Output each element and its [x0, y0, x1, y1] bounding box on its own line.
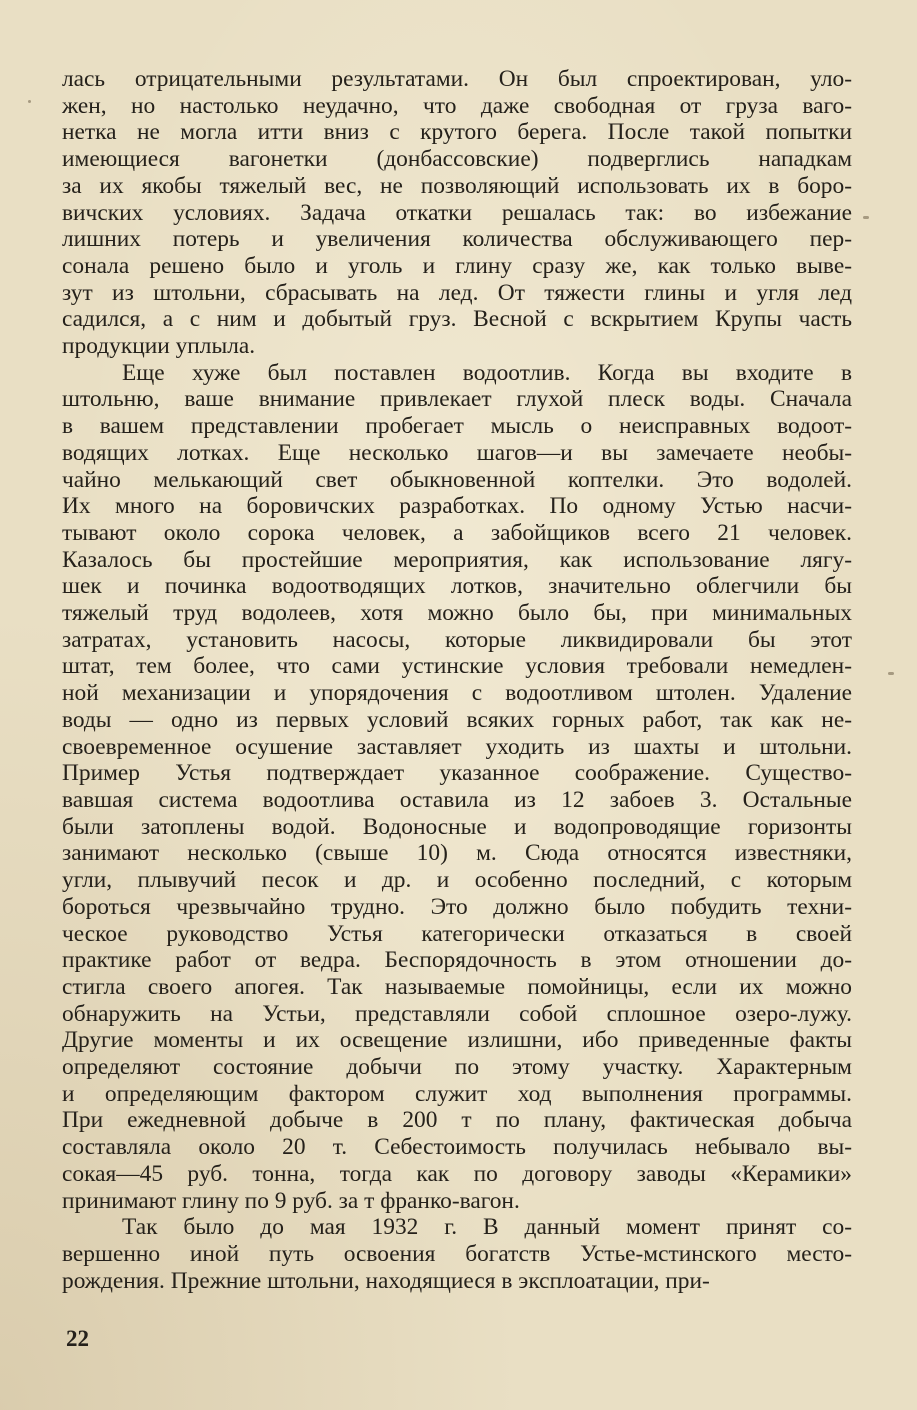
page-number: 22 [66, 1326, 89, 1351]
text-line: за их якобы тяжелый вес, не позволяющий использовать их в боро- [62, 172, 852, 199]
text-line: составляла около 20 т. Себестоимость получилась небывало вы- [62, 1134, 852, 1161]
text-line: штольню, ваше внимание привлекает глухой плеск воды. Сначала [62, 386, 852, 413]
text-line: Казалось бы простейшие мероприятия, как использование лягу- [62, 546, 852, 573]
text-line: жен, но настолько неудачно, что даже свободная от груза ваго- [62, 92, 852, 119]
text-line: лишних потерь и увеличения количества обслуживающего пер- [62, 226, 852, 253]
text-line: были затоплены водой. Водоносные и водопроводящие горизонты [62, 813, 852, 840]
text-line: и определяющим фактором служит ход выполнения программы. [62, 1080, 852, 1107]
scan-speck [28, 100, 31, 103]
text-line: Пример Устья подтверждает указанное соображение. Существо- [62, 760, 852, 787]
text-line: вавшая система водоотлива оставила из 12 забоев 3. Остальные [62, 786, 852, 813]
text-line: обнаружить на Устьи, представляли собой сплошное озеро-лужу. [62, 1000, 852, 1027]
scan-speck [863, 216, 869, 219]
text-line: Так было до мая 1932 г. В данный момент принят со- [122, 1214, 852, 1241]
text-line: угли, плывучий песок и др. и особенно последний, с которым [62, 867, 852, 894]
text-line: тывают около сорока человек, а забойщиков всего 21 человек. [62, 519, 852, 546]
text-line: рождения. Прежние штольни, находящиеся в эксплоатации, при- [62, 1267, 710, 1294]
text-line: продукции уплыла. [62, 333, 256, 360]
text-line: водящих лотках. Еще несколько шагов—и вы замечаете необы- [62, 439, 852, 466]
text-line: сокая—45 руб. тонна, тогда как по договору заводы «Керамики» [62, 1160, 852, 1187]
text-line: лась отрицательными результатами. Он был спроектирован, уло- [62, 66, 852, 92]
text-line: занимают несколько (свыше 10) м. Сюда относятся известняки, [62, 840, 852, 867]
text-line: вершенно иной путь освоения богатств Устье-мстинского место- [62, 1240, 852, 1267]
text-line: Еще хуже был поставлен водоотлив. Когда вы входите в [122, 359, 852, 386]
text-line: бороться чрезвычайно трудно. Это должно было побудить техни- [62, 893, 852, 920]
text-line: принимают глину по 9 руб. за т франко-вагон. [62, 1187, 520, 1214]
paragraph [62, 1214, 852, 1294]
document-body [62, 66, 852, 1294]
text-line: чайно мелькающий свет обыкновенной коптелки. Это водолей. [62, 466, 852, 493]
text-line: стигла своего апогея. Так называемые помойницы, если их можно [62, 973, 852, 1000]
text-line: практике работ от ведра. Беспорядочность в этом отношении до- [62, 947, 852, 974]
text-line: Другие моменты и их освещение излишни, ибо приведенные факты [62, 1027, 852, 1054]
text-line: в вашем представлении пробегает мысль о неисправных водоот- [62, 413, 852, 440]
text-line: При ежедневной добыче в 200 т по плану, фактическая добыча [62, 1107, 852, 1134]
text-line: сонала решено было и уголь и глину сразу же, как только выве- [62, 252, 852, 279]
text-line: нетка не могла итти вниз с крутого берега. После такой попытки [62, 119, 852, 146]
text-line: вичских условиях. Задача откатки решалась так: во избежание [62, 199, 852, 226]
text-line: затратах, установить насосы, которые ликвидировали бы этот [62, 626, 852, 653]
text-line: воды — одно из первых условий всяких горных работ, так как не- [62, 706, 852, 733]
scan-speck [888, 672, 894, 675]
text-line: ной механизации и упорядочения с водоотливом штолен. Удаление [62, 680, 852, 707]
paragraph [62, 66, 852, 360]
text-line: садился, а с ним и добытый груз. Весной с вскрытием Крупы часть [62, 306, 852, 333]
text-line: ческое руководство Устья категорически отказаться в своей [62, 920, 852, 947]
text-line: тяжелый труд водолеев, хотя можно было бы, при минимальных [62, 600, 852, 627]
text-line: зут из штольни, сбрасывать на лед. От тяжести глины и угля лед [62, 279, 852, 306]
paragraph [62, 360, 852, 1215]
text-line: шек и починка водоотводящих лотков, значительно облегчили бы [62, 573, 852, 600]
text-line: имеющиеся вагонетки (донбассовские) подверглись нападкам [62, 146, 852, 173]
text-line: определяют состояние добычи по этому участку. Характерным [62, 1054, 852, 1081]
text-line: Их много на боровичских разработках. По одному Устью насчи- [62, 493, 852, 520]
text-line: своевременное осушение заставляет уходить из шахты и штольни. [62, 733, 852, 760]
text-line: штат, тем более, что сами устинские условия требовали немедлен- [62, 653, 852, 680]
